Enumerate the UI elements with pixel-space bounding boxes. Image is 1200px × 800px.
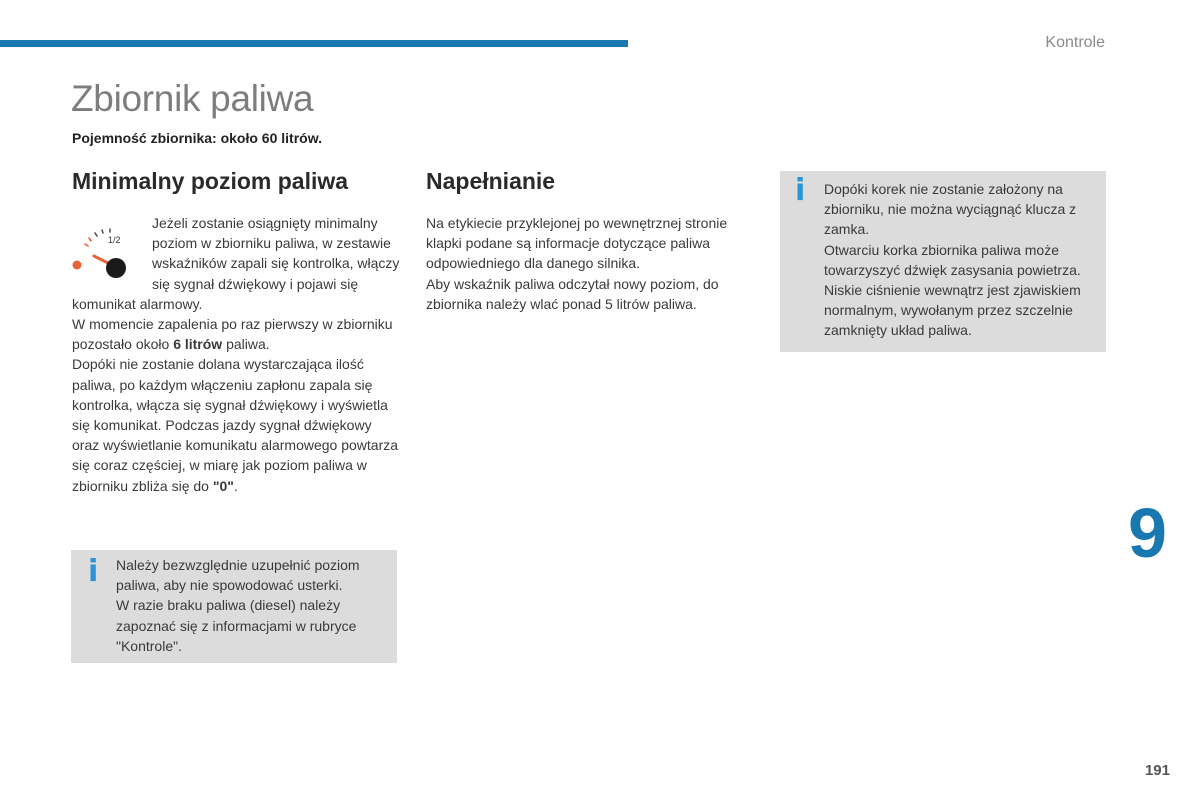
info-box-fuel-cap	[780, 171, 1106, 352]
heading-minimum-fuel-level: Minimalny poziom paliwa	[72, 168, 349, 194]
min-level-paragraph-2: W momencie zapalenia po raz pierwszy w zbiorniku pozostało około 6 litrów paliwa.	[72, 316, 393, 353]
fuel-gauge-icon	[72, 217, 138, 279]
refill-paragraph-1: Na etykiecie przyklejonej po wewnętrznej stronie klapki podane są informacje dotyczące paliwa odpowiedniego dla danego silnika.	[426, 215, 728, 272]
header-accent-bar	[0, 40, 628, 47]
refill-paragraph-2: Aby wskaźnik paliwa odczytał nowy poziom, do zbiornika należy wlać ponad 5 litrów paliwa.	[426, 275, 719, 312]
info-box-text: Otwarciu korka zbiornika paliwa może towarzyszyć dźwięk zasysania powietrza. Niskie ciśnienie wewnątrz jest zjawiskiem normalnym, wywołanym przez szczelnie zamknięty układ paliwa.	[824, 241, 1081, 339]
minimum-fuel-level-section	[72, 213, 402, 496]
info-box-fuel-warning	[71, 550, 397, 663]
info-box-text: Dopóki korek nie zostanie założony na zbiorniku, nie można wyciągnąć klucza z zamka.	[824, 181, 1077, 238]
info-icon: i	[88, 554, 99, 589]
tank-capacity: Pojemność zbiornika: około 60 litrów.	[72, 130, 322, 146]
info-icon: i	[795, 173, 806, 208]
gauge-half-label: 1/2	[108, 235, 121, 245]
info-box-text: W razie braku paliwa (diesel) należy zapoznać się z informacjami w rubryce "Kontrole".	[116, 597, 357, 654]
min-level-paragraph-1: Jeżeli zostanie osiągnięty minimalny poziom w zbiorniku paliwa, w zestawie wskaźników zapali się kontrolka, włączy się sygnał dźwiękowy i pojawi się komunikat alarmowy.	[72, 215, 400, 312]
page-number: 191	[1144, 762, 1170, 779]
chapter-number: 9	[1128, 494, 1167, 572]
heading-refilling: Napełnianie	[426, 168, 556, 194]
section-label: Kontrole	[1045, 34, 1105, 51]
refilling-section	[426, 213, 756, 314]
info-box-text: Należy bezwzględnie uzupełnić poziom paliwa, aby nie spowodować usterki.	[116, 557, 360, 594]
min-level-paragraph-3: Dopóki nie zostanie dolana wystarczająca ilość paliwa, po każdym włączeniu zapłonu zapala się kontrolka, włącza się sygnał dźwiękowy i wyświetla się komunikat. Podczas jazdy sygnał dźwiękowy oraz wyświetlanie komunikatu alarmowego powtarza się coraz częściej, w miarę jak poziom paliwa w zbiorniku zbliża się do "0".	[72, 356, 399, 494]
page-title: Zbiornik paliwa	[71, 78, 314, 119]
